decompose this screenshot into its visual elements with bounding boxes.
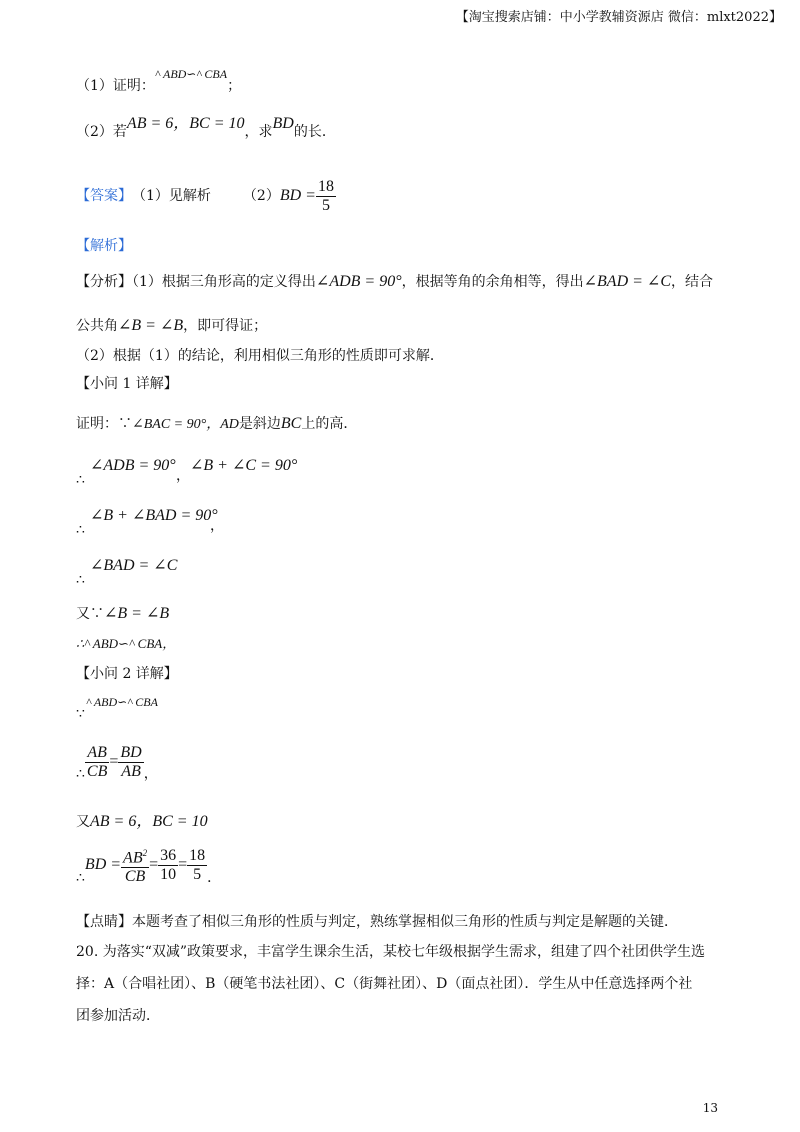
given-expr: AB = 6，BC = 10: [90, 813, 208, 830]
step-4: [76, 604, 169, 624]
step-2-comma: ，: [210, 518, 224, 534]
fenxi-expr-2: ∠BAD = ∠C: [583, 273, 672, 290]
fenxi-expr-3: ∠B = ∠B: [118, 317, 184, 334]
ratio-frac-2: $\frac{BD}{AB}$: [120, 743, 142, 780]
therefore-3: ∴: [76, 572, 85, 588]
fenxi-text-1: （1）根据三角形高的定义得出: [132, 274, 316, 290]
q2-label: （2）若: [76, 124, 127, 140]
fenxi-text-3: ，结合: [671, 274, 714, 290]
answer-part1: （1）见解析: [132, 188, 211, 204]
analysis-line-2: [76, 316, 267, 336]
ratio-end: ，: [143, 766, 158, 782]
step-1-comma: ，: [176, 468, 190, 484]
step-5-expr: ∴^ ABD∽^ CBA，: [76, 636, 176, 651]
sub2-title: 【小问 2 详解】: [76, 666, 178, 682]
question-part-1: [76, 67, 242, 96]
page-header: 【淘宝搜索店铺：中小学教辅资源店 微信：mlxt2022】: [455, 10, 782, 25]
therefore-2: ∴: [76, 522, 85, 538]
question-part-2: [76, 115, 336, 142]
step-3-expr: ∠BAD = ∠C: [90, 557, 178, 574]
given-line: [76, 812, 208, 832]
proof-expr: ∠BAC = 90°，AD: [132, 417, 239, 432]
proof-end: 上的高．: [301, 416, 358, 432]
q20-line-2: 择：A（合唱社团）、B（硬笔书法社团）、C（街舞社团）、D（面点社团）．学生从中任意选择两个社: [76, 976, 693, 992]
q2-mid: ，求: [244, 124, 273, 140]
result-line: ∴ BD = $\frac{AB^2}{CB}$ = $\frac{36}{10}$ = $\frac{18}{5}$ ．: [76, 842, 221, 888]
answer-part2: （2）: [242, 188, 280, 204]
result-lhs: BD =: [84, 856, 122, 873]
given-label: 又: [76, 814, 90, 830]
sub1-proof-line: [76, 414, 357, 435]
sub1-title: 【小问 1 详解】: [76, 376, 178, 392]
step-4-expr: ∠B = ∠B: [104, 605, 170, 622]
page-number: 13: [702, 1101, 718, 1115]
answer-tag: 【答案】: [76, 188, 132, 204]
analysis-tag: 【解析】: [76, 238, 132, 254]
therefore-4: ∴: [76, 766, 85, 782]
proof-bc: BC: [280, 415, 302, 432]
analysis-line-1: [76, 272, 713, 292]
q1-label: （1）证明：: [76, 78, 155, 94]
analysis-line-3: （2）根据（1）的结论，利用相似三角形的性质即可求解．: [76, 348, 444, 364]
q20-line-3: 团参加活动．: [76, 1008, 160, 1024]
q1-expression: ^ ABD∽^ CBA: [154, 67, 228, 81]
proof-mid: 是斜边: [238, 416, 281, 432]
ratio-frac-1: $\frac{AB}{CB}$: [86, 743, 108, 780]
q2-end: 的长．: [293, 124, 336, 140]
because-symbol: ∵: [76, 706, 85, 722]
comment-line: [76, 912, 678, 932]
result-frac-1: $\frac{AB^2}{CB}$: [121, 844, 149, 886]
proof-label: 证明：∵: [76, 416, 132, 432]
sub2-similar: ^ ABD∽^ CBA: [86, 695, 158, 709]
q20-line-1: 20. 为落实“双减”政策要求，丰富学生课余生活，某校七年级根据学生需求，组建了四个社团供学生选: [76, 944, 706, 960]
fenxi-text-5: ，即可得证；: [183, 318, 268, 334]
therefore-5: ∴: [76, 870, 85, 886]
fenxi-text-2: ，根据等角的余角相等，得出: [401, 274, 584, 290]
answer-line: [76, 176, 336, 216]
step-4-label: 又∵: [76, 606, 104, 622]
therefore-1: ∴: [76, 472, 85, 488]
answer-fraction: $\frac{18}{5}$: [317, 177, 334, 214]
q2-var: BD: [272, 115, 294, 132]
result-frac-3: $\frac{18}{5}$: [189, 846, 206, 883]
q2-given: AB = 6，BC = 10: [126, 115, 245, 132]
step-5: [76, 634, 175, 654]
fenxi-text-4: 公共角: [76, 318, 118, 334]
comment-tag: 【点睛】: [76, 914, 132, 930]
comment-text: 本题考查了相似三角形的性质与判定，熟练掌握相似三角形的性质与判定是解题的关键．: [132, 914, 678, 930]
answer-lhs: BD =: [279, 187, 316, 204]
result-frac-2: $\frac{36}{10}$: [160, 846, 177, 883]
fenxi-expr-1: ∠ADB = 90°: [315, 273, 402, 290]
result-end: ．: [207, 870, 222, 886]
step-1-expr2: ∠B + ∠C = 90°: [190, 457, 298, 474]
fenxi-tag: 【分析】: [76, 274, 132, 290]
step-2-expr: ∠B + ∠BAD = 90°: [90, 507, 218, 524]
q1-end: ；: [227, 78, 242, 94]
step-1-expr: ∠ADB = 90°: [90, 457, 176, 474]
ratio-line: ∴ $\frac{AB}{CB}$ = $\frac{BD}{AB}$ ，: [76, 743, 158, 782]
